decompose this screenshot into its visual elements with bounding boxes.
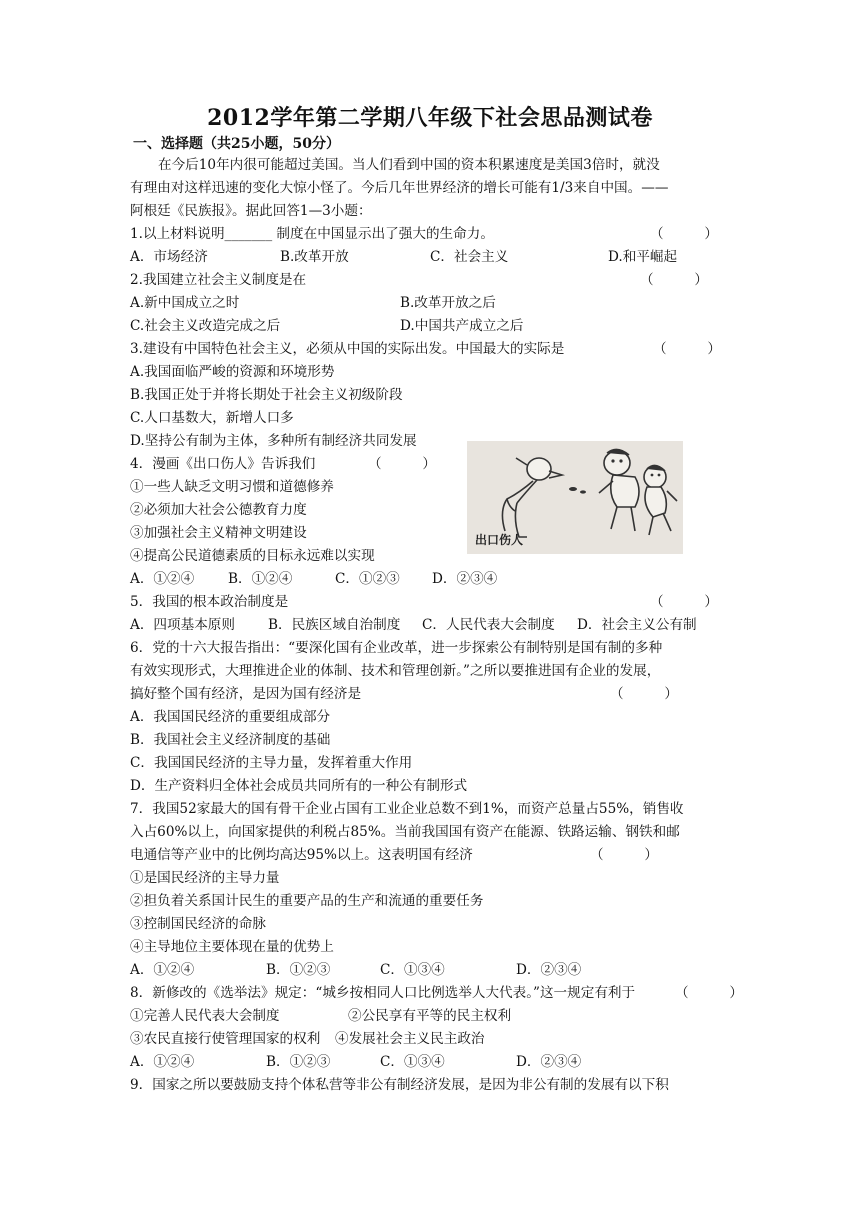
question-8 xyxy=(130,982,743,1005)
question-1 xyxy=(130,223,740,246)
question-stem: 8．新修改的《选举法》规定：“城乡按相同人口比例选举人大代表。”这一规定有利于 xyxy=(130,985,636,1001)
statement-item: ②必须加大社会公德教育力度 xyxy=(130,502,307,518)
question-7: 7．我国52家最大的国有骨干企业占国有工业企业总数不到1%，而资产总量占55%，销售收 xyxy=(130,801,684,817)
question-2 xyxy=(130,269,740,292)
options-row xyxy=(130,246,740,269)
statement-item: ④发展社会主义民主政治 xyxy=(335,1031,485,1047)
option-b: B.改革开放 xyxy=(280,249,349,265)
question-stem: 3.建设有中国特色社会主义，必须从中国的实际出发。中国最大的实际是 xyxy=(130,341,565,357)
option-c: C．①②③ xyxy=(335,571,400,587)
options-row xyxy=(130,315,740,338)
statement-row xyxy=(130,1005,740,1028)
statement-item: ③加强社会主义精神文明建设 xyxy=(130,525,307,541)
statement-item: ②担负着关系国计民生的重要产品的生产和流通的重要任务 xyxy=(130,893,484,909)
question-6: 6．党的十六大报告指出：“要深化国有企业改革，进一步探索公有制特别是国有制的多种 xyxy=(130,640,663,656)
option-c: C.社会主义改造完成之后 xyxy=(130,318,281,334)
options-row xyxy=(130,614,740,637)
option-a: A．我国国民经济的重要组成部分 xyxy=(130,709,331,725)
option-c: C．人民代表大会制度 xyxy=(422,617,555,633)
section-heading: 一、选择题（共25小题，50分） xyxy=(133,136,340,152)
exam-title: 2012学年第二学期八年级下社会思品测试卷 xyxy=(207,105,653,131)
option-d: D.和平崛起 xyxy=(608,249,678,265)
passage-line: 阿根廷《民族报》。据此回答1—3小题： xyxy=(130,203,372,219)
question-3 xyxy=(130,338,740,361)
options-row xyxy=(130,959,740,982)
option-a: A．市场经济 xyxy=(130,249,208,265)
option-d: D．②③④ xyxy=(516,1054,582,1070)
option-c: C．①③④ xyxy=(380,1054,445,1070)
options-row xyxy=(130,1051,740,1074)
question-stem: 2.我国建立社会主义制度是在 xyxy=(130,272,307,288)
option-d: D.坚持公有制为主体，多种所有制经济共同发展 xyxy=(130,433,417,449)
option-d: D.中国共产成立之后 xyxy=(400,318,524,334)
option-a: A.我国面临严峻的资源和环境形势 xyxy=(130,364,335,380)
statement-item: ①是国民经济的主导力量 xyxy=(130,870,280,886)
option-a: A．①②④ xyxy=(130,1054,195,1070)
question-7-cont: 入占60%以上，向国家提供的利税占85%。当前我国国有资产在能源、铁路运输、钢铁和邮 xyxy=(130,824,680,840)
answer-parens: （ ） xyxy=(650,226,718,242)
comic-caption: 出口伤人 xyxy=(475,533,524,547)
option-a: A．①②④ xyxy=(130,571,195,587)
option-d: D．②③④ xyxy=(432,571,498,587)
answer-parens: （ ） xyxy=(368,456,436,472)
passage-line: 有理由对这样迅速的变化大惊小怪了。今后几年世界经济的增长可能有1/3来自中国。—— xyxy=(130,180,669,196)
question-6-cont xyxy=(130,683,740,706)
statement-item: ③控制国民经济的命脉 xyxy=(130,916,266,932)
option-b: B.我国正处于并将长期处于社会主义初级阶段 xyxy=(130,387,403,403)
statement-item: ④主导地位主要体现在量的优势上 xyxy=(130,939,334,955)
question-9: 9．国家之所以要鼓励支持个体私营等非公有制经济发展，是因为非公有制的发展有以下积 xyxy=(130,1077,669,1093)
passage-line: 在今后10年内很可能超过美国。当人们看到中国的资本积累速度是美国3倍时，就没 xyxy=(158,157,660,173)
answer-parens: （ ） xyxy=(590,847,658,863)
option-b: B．民族区域自治制度 xyxy=(268,617,401,633)
statement-item: ①完善人民代表大会制度 xyxy=(130,1008,280,1024)
question-stem: 1.以上材料说明_______ 制度在中国显示出了强大的生命力。 xyxy=(130,226,494,242)
option-d: D．社会主义公有制 xyxy=(577,617,697,633)
option-b: B．①②③ xyxy=(266,1054,331,1070)
question-stem: 电通信等产业中的比例均高达95%以上。这表明国有经济 xyxy=(130,847,473,863)
options-row xyxy=(130,568,740,591)
option-b: B．①②③ xyxy=(266,962,331,978)
answer-parens: （ ） xyxy=(610,686,678,702)
answer-parens: （ ） xyxy=(640,272,708,288)
option-c: C.人口基数大，新增人口多 xyxy=(130,410,294,426)
questions-block xyxy=(130,154,743,1097)
option-b: B．①②④ xyxy=(228,571,293,587)
option-d: D．生产资料归全体社会成员共同所有的一种公有制形式 xyxy=(130,778,468,794)
option-a: A．四项基本原则 xyxy=(130,617,235,633)
answer-parens: （ ） xyxy=(650,594,718,610)
answer-parens: （ ） xyxy=(675,985,743,1001)
option-c: C．我国国民经济的主导力量，发挥着重大作用 xyxy=(130,755,413,771)
options-row xyxy=(130,292,740,315)
option-c: C．①③④ xyxy=(380,962,445,978)
question-6-cont: 有效实现形式，大理推进企业的体制、技术和管理创新。”之所以要推进国有企业的发展， xyxy=(130,663,661,679)
question-7-cont xyxy=(130,844,740,867)
statement-row xyxy=(130,1028,740,1051)
statement-item: ②公民享有平等的民主权利 xyxy=(348,1008,512,1024)
option-b: B.改革开放之后 xyxy=(400,295,496,311)
statement-item: ①一些人缺乏文明习惯和道德修养 xyxy=(130,479,334,495)
comic-image xyxy=(467,441,683,554)
question-stem: 4．漫画《出口伤人》告诉我们 xyxy=(130,456,316,472)
question-5 xyxy=(130,591,740,614)
option-a: A．①②④ xyxy=(130,962,195,978)
question-stem: 5．我国的根本政治制度是 xyxy=(130,594,289,610)
option-b: B．我国社会主义经济制度的基础 xyxy=(130,732,331,748)
answer-parens: （ ） xyxy=(653,341,721,357)
option-c: C．社会主义 xyxy=(430,249,509,265)
question-stem: 搞好整个国有经济，是因为国有经济是 xyxy=(130,686,362,702)
statement-item: ④提高公民道德素质的目标永远难以实现 xyxy=(130,548,375,564)
statement-item: ③农民直接行使管理国家的权利 xyxy=(130,1031,321,1047)
option-d: D．②③④ xyxy=(516,962,582,978)
option-a: A.新中国成立之时 xyxy=(130,295,240,311)
